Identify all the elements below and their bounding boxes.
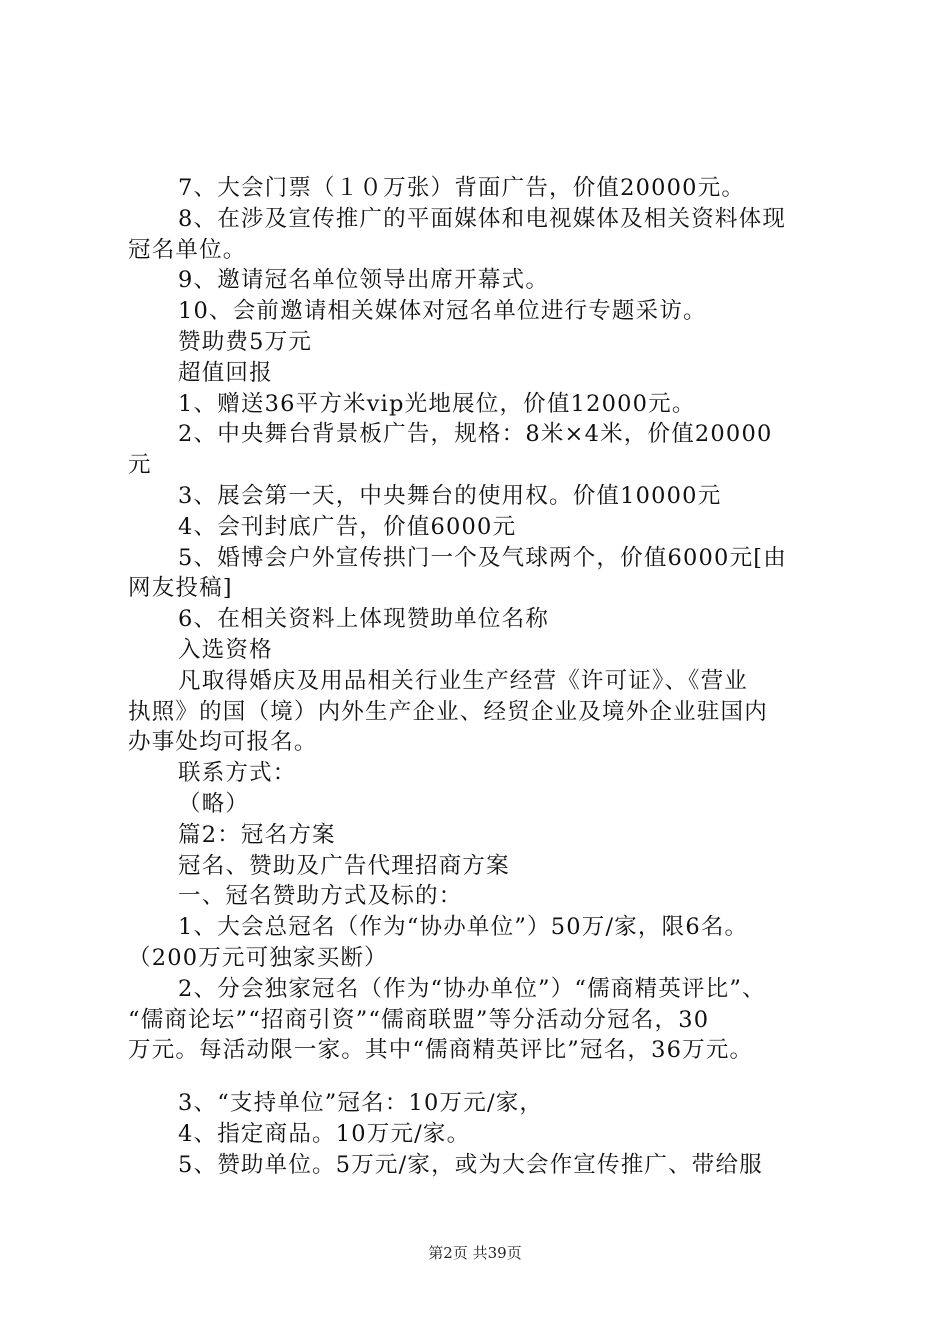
text-line: 3、展会第一天，中央舞台的使用权。价值10000元 <box>178 482 722 509</box>
text-line: 入选资格 <box>178 636 273 663</box>
paragraph-gap <box>128 1066 834 1088</box>
text-line: 7、大会门票（１０万张）背面广告，价值20000元。 <box>178 175 746 201</box>
text-line: 3、“支持单位”冠名：10万元/家， <box>178 1090 544 1117</box>
page-footer: 第2页 共39页 <box>428 1244 522 1262</box>
text-line: 1、赠送36平方米vip光地展位，价值12000元。 <box>178 390 696 417</box>
text-line: 网友投稿] <box>128 575 233 602</box>
text-line: 10、会前邀请相关媒体对冠名单位进行专题采访。 <box>178 298 707 325</box>
text-line: 6、在相关资料上体现赞助单位名称 <box>178 606 550 633</box>
text-line: 冠名、赞助及广告代理招商方案 <box>178 852 510 879</box>
text-line: 凡取得婚庆及用品相关行业生产经营《许可证》、《营业 <box>178 667 749 694</box>
text-line: 8、在涉及宣传推广的平面媒体和电视媒体及相关资料体现 <box>178 205 787 232</box>
text-line: 办事处均可报名。 <box>128 729 318 756</box>
text-line: 执照》的国（境）内外生产企业、经贸企业及境外企业驻国内 <box>128 698 768 725</box>
text-line: 冠名单位。 <box>128 236 247 263</box>
document-body <box>128 173 834 1181</box>
text-line: 一、冠名赞助方式及标的： <box>178 883 463 910</box>
text-line: 万元。每活动限一家。其中“儒商精英评比”冠名，36万元。 <box>128 1037 754 1064</box>
text-line: “儒商论坛”“招商引资”“儒商联盟”等分活动分冠名，30 <box>128 1006 710 1033</box>
text-line: 篇2：冠名方案 <box>178 821 336 848</box>
text-line: 超值回报 <box>178 359 273 386</box>
text-line: 赞助费5万元 <box>178 328 313 355</box>
text-line: 2、分会独家冠名（作为“协办单位”）“儒商精英评比”、 <box>178 975 766 1002</box>
text-line: 5、婚博会户外宣传拱门一个及气球两个，价值6000元[由 <box>178 544 787 571</box>
text-line: 元 <box>128 452 152 479</box>
text-line: 4、指定商品。10万元/家。 <box>178 1120 471 1147</box>
text-line: 9、邀请冠名单位领导出席开幕式。 <box>178 267 550 294</box>
text-line: 联系方式： <box>178 760 297 787</box>
text-line: （200万元可独家买断） <box>128 944 388 971</box>
text-line: 1、大会总冠名（作为“协办单位”）50万/家，限6名。 <box>178 914 749 941</box>
text-line: （略） <box>178 790 250 817</box>
text-line: 2、中央舞台背景板广告，规格：8米×4米，价值20000 <box>178 421 773 448</box>
text-line: 5、赞助单位。5万元/家，或为大会作宣传推广、带给服 <box>178 1151 763 1178</box>
text-line: 4、会刊封底广告，价值6000元 <box>178 513 517 540</box>
